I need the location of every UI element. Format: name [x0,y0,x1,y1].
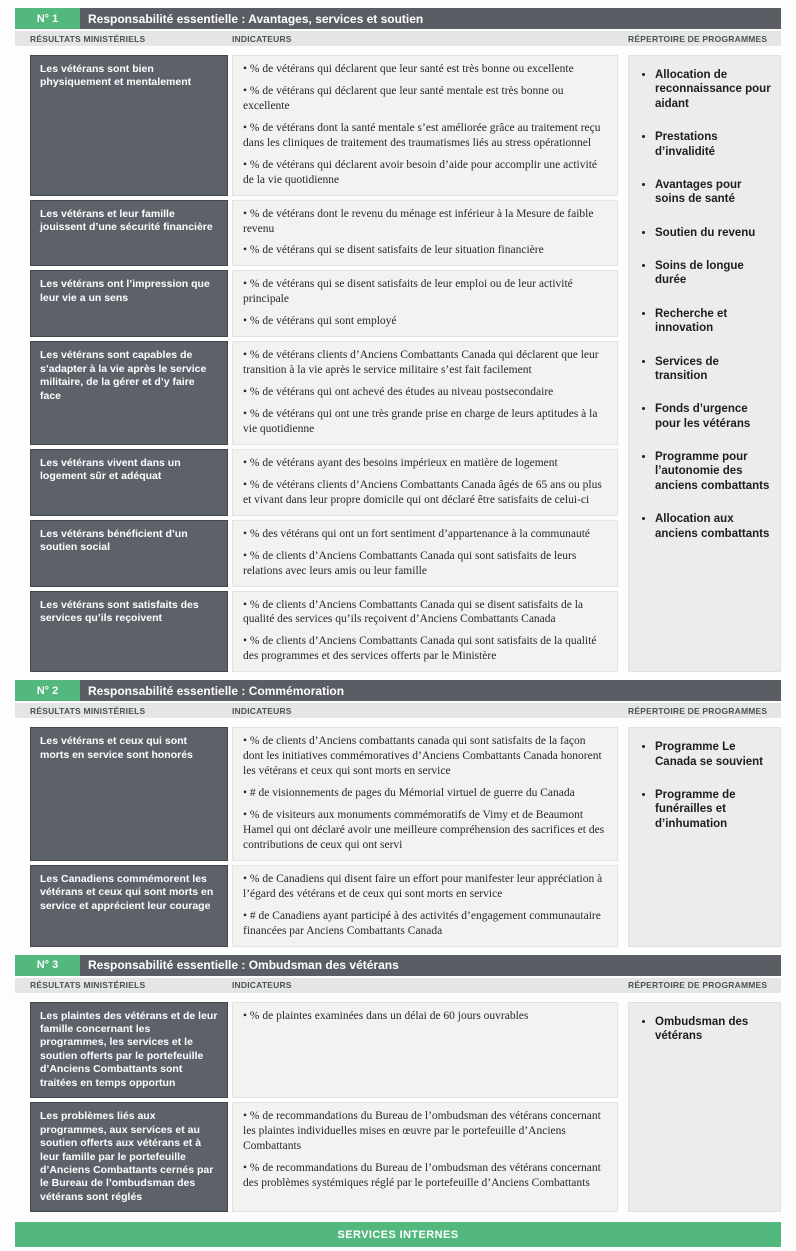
indicator-item: • % de vétérans ayant des besoins impérieux en matière de logement [243,456,558,469]
table-row [30,727,618,861]
indicator-item: • % de vétérans qui déclarent que leur santé mentale est très bonne ou excellente [243,84,564,112]
indicator-item: • % de vétérans dont le revenu du ménage est inférieur à la Mesure de faible revenu [243,207,594,235]
indicator-item: • % de vétérans qui sont employé [243,315,397,328]
indicator-item: • % de vétérans qui déclarent que leur santé est très bonne ou excellente [243,63,574,75]
table-row [30,591,618,673]
departmental-results-framework [15,8,781,1251]
indicators-cell [232,591,618,673]
program-item: • Services de transition [655,355,774,384]
section-number-badge: N° 2 [15,680,80,701]
indicators-cell [232,865,618,947]
core-responsibility-section [15,8,781,672]
table-row [30,341,618,445]
program-item: • Allocation aux anciens combattants [655,512,774,541]
indicators-column-header: INDICATEURS [232,33,292,44]
ministerial-result-cell: Les vétérans sont capables de s’adapter à la vie après le service militaire, de la gérer et d’y faire face [30,341,228,445]
program-list [639,740,774,831]
programs-column-header: RÉPERTOIRE DE PROGRAMMES [628,980,768,991]
column-header-left-part [15,34,618,44]
indicator-item: • # de visionnements de pages du Mémorial virtuel de guerre du Canada [243,787,575,800]
column-header-strip [15,703,781,718]
results-column-header: RÉSULTATS MINISTÉRIELS [30,33,146,44]
section-number-badge: N° 3 [15,955,80,976]
table-row [30,865,618,947]
ministerial-result-cell: Les vétérans ont l’impression que leur vie a un sens [30,270,228,337]
section-title: Responsabilité essentielle : Avantages, services et soutien [88,11,424,26]
table-row [30,520,618,587]
indicator-item: • % de vétérans clients d’Anciens Combattants Canada qui déclarent que leur transition à la vie après le service militaire s’est fait facilement [243,349,599,377]
program-item: • Recherche et innovation [655,307,774,336]
indicator-item: • % de Canadiens qui disent faire un effort pour manifester leur appréciation à l’égard des vétérans et de ceux qui sont morts en service [243,872,603,900]
ministerial-result-cell: Les vétérans vivent dans un logement sûr et adéquat [30,449,228,516]
program-inventory-panel [628,1002,781,1213]
program-item: • Programme Le Canada se souvient [655,740,774,769]
indicators-cell [232,1102,618,1212]
core-responsibility-section [15,680,781,946]
section-body [15,718,781,946]
section-body [15,46,781,672]
indicator-item: • % de clients d’Anciens combattants canada qui sont satisfaits de la façon dont les initiatives commémoratives d’Anciens Combattants Canada honorent les vétérans et ceux qui sont morts en service [243,735,602,778]
column-header-strip [15,31,781,46]
indicator-item: • % de clients d’Anciens Combattants Canada qui se disent satisfaits de la qualité des services qu’ils reçoivent d’Anciens Combattants Canada [243,598,584,626]
program-inventory-panel [628,727,781,946]
column-header-strip [15,978,781,993]
program-list [639,1015,774,1044]
indicators-column-header: INDICATEURS [232,705,292,716]
indicator-item: • % de recommandations du Bureau de l’ombudsman des vétérans concernant des problèmes systémiques réglé par le portefeuille d’Anciens Combattants [243,1162,601,1189]
ministerial-result-cell: Les vétérans et leur famille jouissent d’une sécurité financière [30,200,228,267]
indicator-item: • % des vétérans qui ont un fort sentiment d’appartenance à la communauté [243,527,590,540]
sections-container [15,8,781,1212]
indicators-cell [232,270,618,337]
program-item: • Prestations d’invalidité [655,130,774,159]
program-list [639,68,774,541]
ministerial-result-cell: Les plaintes des vétérans et de leur famille concernant les programmes, les services et le soutien offerts par le portefeuille d’Anciens Combattants sont traitées en temps opportun [30,1002,228,1099]
indicator-item: • % de vétérans qui se disent satisfaits de leur emploi ou de leur activité principale [243,278,573,306]
table-row [30,449,618,516]
column-header-left-part [15,706,618,716]
column-header-left-part [15,980,618,990]
section-body [15,993,781,1213]
indicators-cell [232,55,618,196]
program-item: • Allocation de reconnaissance pour aidant [655,68,774,111]
results-column-header: RÉSULTATS MINISTÉRIELS [30,705,146,716]
indicators-cell [232,727,618,861]
ministerial-result-cell: Les problèmes liés aux programmes, aux services et au soutien offerts aux vétérans et à leur famille par le portefeuille d’Anciens Combattants cernés par le Bureau de l’ombudsman des vétérans sont réglés [30,1102,228,1212]
section-title: Responsabilité essentielle : Ombudsman des vétérans [88,958,399,973]
results-rows [15,1002,618,1213]
program-item: • Programme pour l’autonomie des anciens combattants [655,450,774,493]
indicators-column-header: INDICATEURS [232,980,292,991]
program-item: • Soutien du revenu [655,226,774,240]
programs-column-header: RÉPERTOIRE DE PROGRAMMES [628,705,768,716]
indicator-item: • % de vétérans qui ont achevé des études au niveau postsecondaire [243,386,554,399]
indicators-cell [232,449,618,516]
indicator-item: • % de vétérans qui se disent satisfaits de leur situation financière [243,244,544,257]
internal-services-label: SERVICES INTERNES [337,1228,459,1241]
results-rows [15,55,618,672]
section-title: Responsabilité essentielle : Commémoration [88,683,345,698]
results-column-header: RÉSULTATS MINISTÉRIELS [30,980,146,991]
section-header-bar [15,955,781,976]
indicator-item: • % de clients d’Anciens Combattants Canada qui sont satisfaits de la qualité des programmes et des services offerts par le Ministère [243,635,597,663]
program-item: • Avantages pour soins de santé [655,178,774,207]
program-item: • Programme de funérailles et d’inhumation [655,788,774,831]
indicator-item: • % de vétérans dont la santé mentale s’est améliorée grâce au traitement reçu dans les cliniques de traitement des traumatismes liés au stress opérationnel [243,121,601,149]
ministerial-result-cell: Les vétérans bénéficient d’un soutien social [30,520,228,587]
table-row [30,55,618,196]
ministerial-result-cell: Les vétérans sont bien physiquement et mentalement [30,55,228,196]
program-item: • Fonds d’urgence pour les vétérans [655,402,774,431]
indicator-item: • % de visiteurs aux monuments commémoratifs de Vimy et de Beaumont Hamel qui ont déclaré avoir une meilleure compréhension des sacrifices et des contributions de ceux qui ont servi [243,809,605,851]
table-row [30,200,618,267]
results-rows [15,727,618,946]
program-item: • Soins de longue durée [655,259,774,288]
table-row [30,270,618,337]
internal-services-bar [15,1222,781,1247]
section-number-badge: N° 1 [15,8,80,29]
indicators-cell [232,520,618,587]
indicator-item: • # de Canadiens ayant participé à des activités d’engagement communautaire financées par Anciens Combattants Canada [243,909,601,937]
indicator-item: • % de clients d’Anciens Combattants Canada qui sont satisfaits de leurs relations avec leurs amis ou leur famille [243,549,577,577]
indicators-cell [232,341,618,445]
indicator-item: • % de recommandations du Bureau de l’ombudsman des vétérans concernant les plaintes individuelles mises en œuvre par le portefeuille d’Anciens Combattants [243,1110,601,1153]
ministerial-result-cell: Les Canadiens commémorent les vétérans et ceux qui sont morts en service et apprécient leur courage [30,865,228,947]
core-responsibility-section [15,955,781,1213]
table-row [30,1102,618,1212]
program-inventory-panel [628,55,781,672]
table-row [30,1002,618,1099]
indicator-item: • % de vétérans qui ont une très grande prise en charge de leurs aptitudes à la vie quotidienne [243,408,598,435]
program-item: • Ombudsman des vétérans [655,1015,774,1044]
indicators-cell [232,200,618,267]
section-header-bar [15,8,781,29]
section-header-bar [15,680,781,701]
indicator-item: • % de vétérans clients d’Anciens Combattants Canada âgés de 65 ans ou plus et vivant dans leur propre domicile qui ont déclaré être satisfaits de celui-ci [243,478,602,506]
ministerial-result-cell: Les vétérans sont satisfaits des services qu’ils reçoivent [30,591,228,673]
ministerial-result-cell: Les vétérans et ceux qui sont morts en service sont honorés [30,727,228,861]
indicator-item: • % de plaintes examinées dans un délai de 60 jours ouvrables [243,1009,529,1022]
programs-column-header: RÉPERTOIRE DE PROGRAMMES [628,33,768,44]
indicators-cell [232,1002,618,1099]
indicator-item: • % de vétérans qui déclarent avoir besoin d’aide pour accomplir une activité de la vie quotidienne [243,158,597,186]
